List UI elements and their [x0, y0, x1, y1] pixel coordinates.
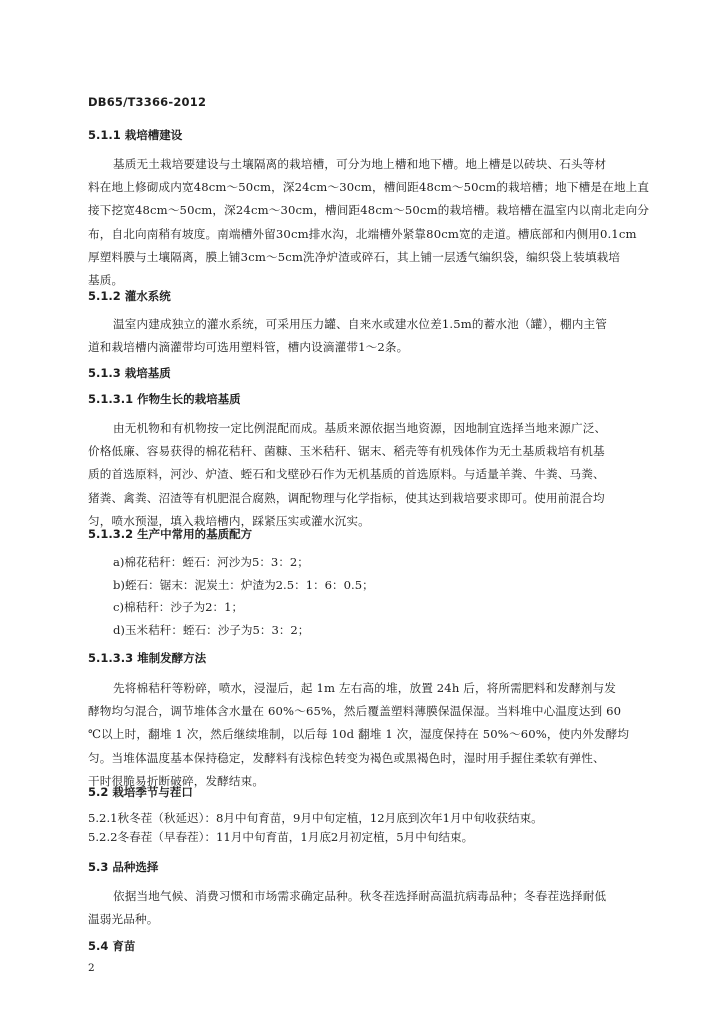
paragraph-5-3-cont	[88, 908, 158, 931]
paragraph-5-1-3-3-cont	[88, 700, 629, 793]
formula-c: c)棉秸秆：沙子为2：1；	[113, 600, 244, 614]
season-winter-spring: 5.2.2冬春茬（早春茬）：11月中旬育苗，1月底2月初定植，5月中旬结束。	[88, 830, 474, 844]
text-line: 基质。	[88, 273, 124, 288]
text-line: 依据当地气候、消费习惯和市场需求确定品种。秋冬茬选择耐高温抗病毒品种；冬春茬选择耐低	[113, 889, 607, 903]
text-line: 温室内建成独立的灌水系统，可采用压力罐、自来水或建水位差1.5m的蓄水池（罐），棚内主管	[113, 317, 607, 331]
standard-number: DB65/T3366-2012	[88, 95, 207, 109]
text-line: 道和栽培槽内滴灌带均可选用塑料管，槽内设滴灌带1～2条。	[88, 340, 409, 354]
text-line: 价格低廉、容易获得的棉花秸秆、菌糠、玉米秸秆、锯末、稻壳等有机残体作为无土基质栽培有机基	[88, 444, 605, 458]
heading-5-1-3-2: 5.1.3.2 生产中常用的基质配方	[88, 527, 253, 541]
text-line: 厚塑料膜与土壤隔离，膜上铺3cm～5cm洗净炉渣或碎石，其上铺一层透气编织袋，编织袋上装填栽培	[88, 249, 621, 264]
text-line: ℃以上时，翻堆 1 次，然后继续堆制，以后每 10d 翻堆 1 次，湿度保持在 50%～60%，使内外发酵均	[88, 727, 630, 742]
heading-5-1-1: 5.1.1 栽培槽建设	[88, 128, 183, 142]
text-line: 先将棉秸秆等粉碎，喷水，浸湿后，起 1m 左右高的堆，放置 24h 后，将所需肥料和发酵剂与发	[113, 681, 616, 695]
text-line: 基质无土栽培要建设与土壤隔离的栽培槽，可分为地上槽和地下槽。地上槽是以砖块、石头等材	[113, 157, 607, 171]
text-line: 温弱光品种。	[88, 912, 159, 926]
text-line: 匀，喷水预湿，填入栽培槽内，踩紧压实或灌水沉实。	[88, 513, 370, 528]
season-autumn: 5.2.1秋冬茬（秋延迟）：8月中旬育苗，9月中旬定植，12月底到次年1月中旬收获结束。	[88, 811, 543, 825]
heading-5-3: 5.3 品种选择	[88, 860, 159, 874]
text-line: 布，自北向南稍有坡度。南端槽外留30cm排水沟，北端槽外紧靠80cm宽的走道。槽底部和内侧用0.1cm	[88, 226, 637, 241]
heading-5-1-3-3: 5.1.3.3 堆制发酵方法	[88, 651, 207, 665]
text-line: 匀。当堆体温度基本保持稳定，发酵料有浅棕色转变为褐色或黑褐色时，湿时用手握住柔软有弹性、	[88, 750, 605, 765]
formula-d: d)玉米秸秆：蛭石：沙子为5：3：2；	[113, 623, 310, 637]
heading-5-2: 5.2 栽培季节与茬口	[88, 785, 193, 799]
paragraph-5-1-1	[113, 153, 606, 176]
heading-5-1-3: 5.1.3 栽培基质	[88, 366, 171, 380]
paragraph-5-3	[113, 885, 606, 908]
paragraph-5-1-3-1-cont	[88, 440, 605, 533]
paragraph-5-1-2	[113, 313, 607, 336]
paragraph-5-1-3-3	[113, 677, 616, 700]
heading-5-1-3-1: 5.1.3.1 作物生长的栽培基质	[88, 392, 241, 406]
paragraph-5-1-2-cont	[88, 336, 408, 359]
paragraph-5-1-3-1	[113, 417, 606, 440]
text-line: 猪粪、禽粪、沼渣等有机肥混合腐熟，调配物理与化学指标，使其达到栽培要求即可。使用前混合均	[88, 490, 605, 505]
text-line: 酵物均匀混合，调节堆体含水量在 60%～65%，然后覆盖塑料薄膜保温保湿。当料堆中心温度达到 60	[88, 704, 622, 718]
heading-5-4: 5.4 育苗	[88, 939, 136, 953]
text-line: 由无机物和有机物按一定比例混配而成。基质来源依据当地资源，因地制宜选择当地来源广泛、	[113, 421, 607, 435]
formula-a: a)棉花秸秆：蛭石：河沙为5：3：2；	[113, 555, 309, 569]
text-line: 接下挖宽48cm～50cm，深24cm～30cm，槽间距48cm～50cm的栽培槽。栽培槽在温室内以南北走向分	[88, 203, 650, 218]
paragraph-5-1-1-cont	[88, 176, 649, 292]
text-line: 料在地上修砌成内宽48cm～50cm，深24cm～30cm，槽间距48cm～50cm的栽培槽；地下槽是在地上直	[88, 180, 650, 194]
text-line: 质的首选原料，河沙、炉渣、蛭石和戈壁砂石作为无机基质的首选原料。与适量羊粪、牛粪、马粪、	[88, 467, 605, 482]
heading-5-1-2: 5.1.2 灌水系统	[88, 289, 171, 303]
text-line: 干时很脆易折断破碎，发酵结束。	[88, 773, 265, 788]
formula-b: b)蛭石：锯末：泥炭土：炉渣为2.5：1：6：0.5；	[113, 578, 374, 592]
page-number: 2	[88, 962, 95, 974]
